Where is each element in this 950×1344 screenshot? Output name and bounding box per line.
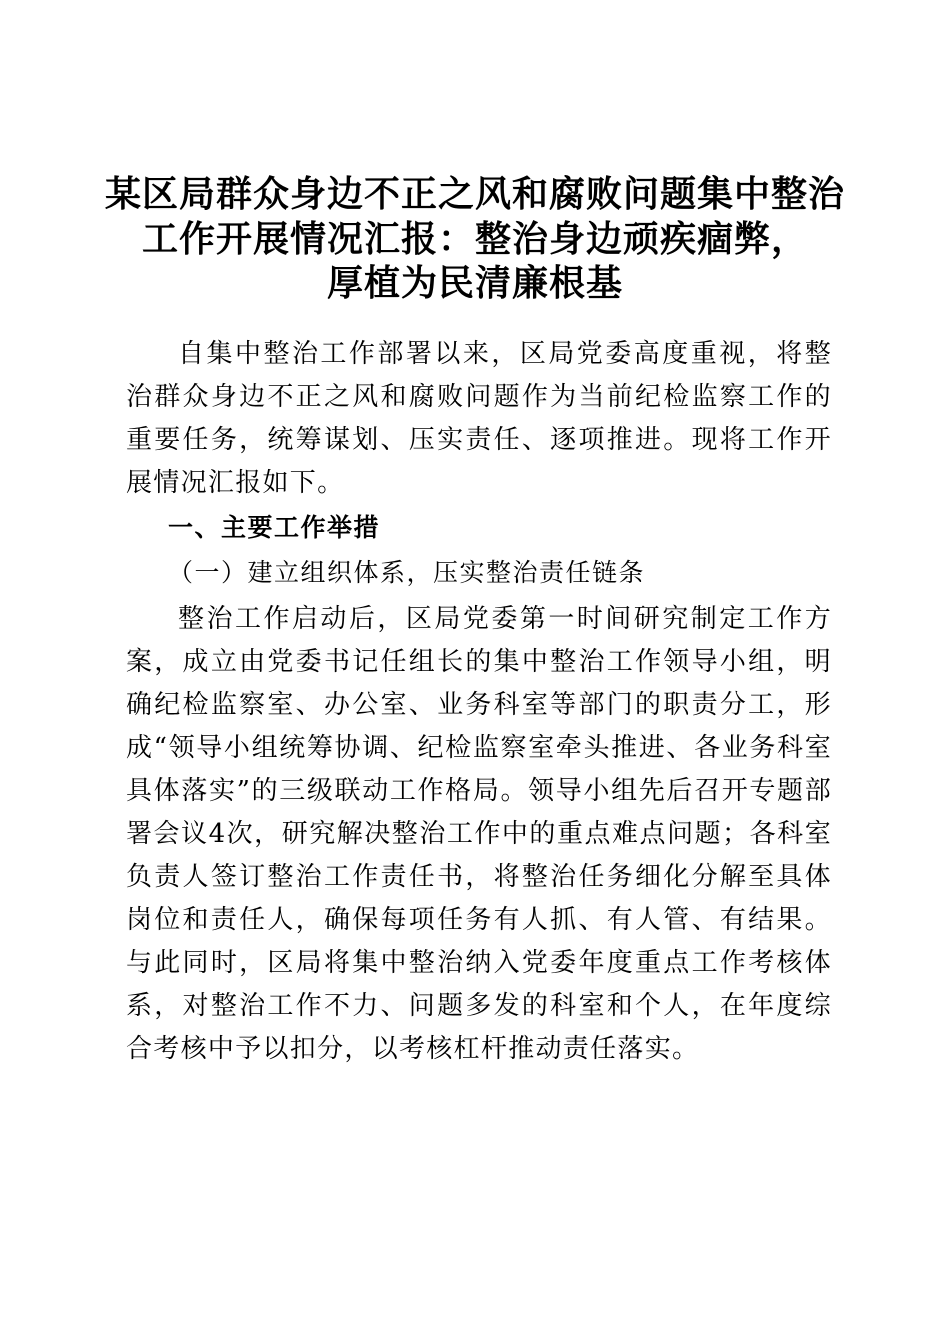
subsection-heading: （一）建立组织体系，压实整治责任链条 bbox=[168, 558, 646, 587]
section-heading: 一、主要工作举措 bbox=[168, 513, 381, 542]
document-title-line-1: 某区局群众身边不正之风和腐败问题集中整治 bbox=[104, 173, 845, 215]
intro-paragraph: 自集中整治工作部署以来，区局党委高度重视，将整治群众身边不正之风和腐败问题作为当前纪检监察工作的重要任务，统筹谋划、压实责任、逐项推进。现将工作开展情况汇报如下。 bbox=[126, 339, 832, 498]
document-title-line-2: 工作开展情况汇报：整治身边顽疾痼弊， bbox=[141, 218, 808, 260]
document-title-line-3: 厚植为民清廉根基 bbox=[326, 262, 623, 304]
main-paragraph: 整治工作启动后，区局党委第一时间研究制定工作方案，成立由党委书记任组长的集中整治工作领导小组，明确纪检监察室、办公室、业务科室等部门的职责分工，形成“领导小组统筹协调、纪检监察室牵头推进、各业务科室具体落实”的三级联动工作格局。领导小组先后召开专题部署会议4次，研究解决整治工作中的重点难点问题；各科室负责人签订整治工作责任书，将整治任务细化分解至具体岗位和责任人，确保每项任务有人抓、有人管、有结果。与此同时，区局将集中整治纳入党委年度重点工作考核体系，对整治工作不力、问题多发的科室和个人，在年度综合考核中予以扣分，以考核杠杆推动责任落实。 bbox=[126, 604, 832, 1064]
